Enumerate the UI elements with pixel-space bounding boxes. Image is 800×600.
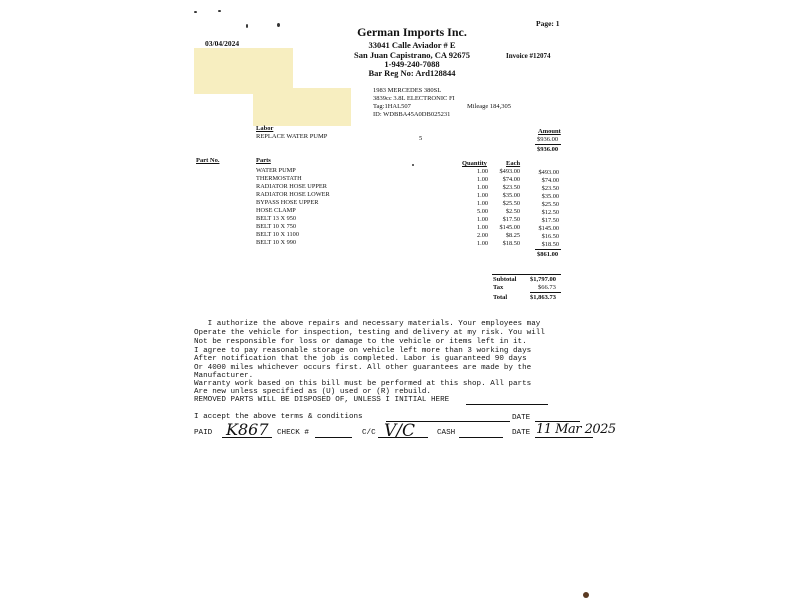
scan-speck xyxy=(218,10,221,12)
parts-total-rule xyxy=(535,249,561,250)
part-each: $74.00 xyxy=(502,176,520,183)
part-name: BELT 10 X 990 xyxy=(256,239,297,246)
part-amount: $25.50 xyxy=(541,201,559,208)
part-qty: 1.00 xyxy=(476,176,488,183)
tax-label: Tax xyxy=(493,284,504,291)
terms-line: Manufacturer. xyxy=(194,372,254,380)
part-each: $18.50 xyxy=(502,240,520,247)
company-name: German Imports Inc. xyxy=(357,25,467,39)
payment-date-label: DATE xyxy=(512,429,531,437)
terms-line: I authorize the above repairs and necessary materials. Your employees may xyxy=(194,320,541,328)
totals-bottom-rule xyxy=(530,292,561,293)
part-each: $2.50 xyxy=(505,208,520,215)
terms-line: Not be responsible for loss or damage to the vehicle or items left in it. xyxy=(194,338,527,346)
company-phone: 1-949-240-7088 xyxy=(384,59,440,69)
part-name: BELT 13 X 950 xyxy=(256,215,297,222)
initial-here-line xyxy=(466,404,548,405)
company-address-line2: San Juan Capistrano, CA 92675 xyxy=(354,50,470,60)
part-each: $8.25 xyxy=(505,232,520,239)
part-qty: 1.00 xyxy=(476,240,488,247)
part-name: HOSE CLAMP xyxy=(256,207,296,214)
part-name: THERMOSTATH xyxy=(256,175,302,182)
part-name: BELT 10 X 1100 xyxy=(256,231,299,238)
paid-handwritten-value: K867 xyxy=(226,420,269,439)
amount-header: Amount xyxy=(538,128,561,135)
terms-line: Are new unless specified as (U) used or (R) rebuild. xyxy=(194,388,431,396)
part-each: $35.00 xyxy=(502,192,520,199)
each-header: Each xyxy=(506,160,521,167)
part-amount: $18.50 xyxy=(541,241,559,248)
part-qty: 1.00 xyxy=(476,168,488,175)
tax-value: $66.73 xyxy=(538,284,556,291)
payment-date-handwritten: 11 Mar 2025 xyxy=(536,422,616,437)
subtotal-label: Subtotal xyxy=(493,276,517,283)
invoice-number: Invoice #12074 xyxy=(506,52,551,60)
scan-speck xyxy=(194,11,197,13)
part-amount: $145.00 xyxy=(538,225,559,232)
vehicle-model: 1983 MERCEDES 380SL xyxy=(373,87,442,94)
part-each: $25.50 xyxy=(502,200,520,207)
paid-line xyxy=(222,437,272,438)
part-no-header: Part No. xyxy=(196,157,220,164)
cc-line xyxy=(378,437,428,438)
part-name: BYPASS HOSE UPPER xyxy=(256,199,319,206)
terms-line: Warranty work based on this bill must be performed at this shop. All parts xyxy=(194,380,532,388)
part-name: RADIATOR HOSE LOWER xyxy=(256,191,330,198)
labor-amount: $936.00 xyxy=(537,136,559,143)
part-name: BELT 10 X 750 xyxy=(256,223,297,230)
cash-line xyxy=(459,437,503,438)
vehicle-tag: Tag:1HAL507 xyxy=(373,103,411,110)
part-qty: 5.00 xyxy=(476,208,488,215)
part-name: RADIATOR HOSE UPPER xyxy=(256,183,327,190)
cc-handwritten-value: V/C xyxy=(384,421,416,441)
part-amount: $74.00 xyxy=(541,177,559,184)
terms-line: REMOVED PARTS WILL BE DISPOSED OF, UNLESS I INITIAL HERE xyxy=(194,396,450,404)
part-name: WATER PUMP xyxy=(256,167,296,174)
invoice-date: 03/04/2024 xyxy=(205,39,240,48)
part-each: $23.50 xyxy=(502,184,520,191)
scan-speck xyxy=(412,164,414,166)
part-qty: 1.00 xyxy=(476,216,488,223)
page-number: Page: 1 xyxy=(536,19,560,28)
check-label: CHECK # xyxy=(277,429,309,437)
paid-label: PAID xyxy=(194,429,213,437)
part-amount: $17.50 xyxy=(541,217,559,224)
vehicle-id: ID: WDBBA45A0DB025231 xyxy=(373,111,451,118)
terms-line: After notification that the job is completed. Labor is guaranteed 90 days xyxy=(194,355,527,363)
terms-line: Or 4000 miles whichever occurs first. All other guarantees are made by the xyxy=(194,364,532,372)
part-qty: 1.00 xyxy=(476,192,488,199)
scan-speck xyxy=(277,23,280,27)
accept-date-label: DATE xyxy=(512,414,531,422)
company-address-line1: 33041 Calle Aviador # E xyxy=(368,40,456,50)
cash-label: CASH xyxy=(437,429,456,437)
bar-reg-number: Bar Reg No: Ard128844 xyxy=(368,68,456,78)
part-amount: $35.00 xyxy=(541,193,559,200)
part-qty: 2.00 xyxy=(476,232,488,239)
terms-line: I agree to pay reasonable storage on vehicle left more than 3 working days xyxy=(194,347,532,355)
labor-description: REPLACE WATER PUMP xyxy=(256,133,328,140)
total-value: $1,863.73 xyxy=(530,294,556,301)
scan-speck xyxy=(246,24,248,28)
totals-top-rule xyxy=(492,274,561,275)
total-label: Total xyxy=(493,294,508,301)
payment-date-line xyxy=(535,437,593,438)
labor-hours: 5 xyxy=(419,135,423,142)
scan-speck xyxy=(583,592,589,598)
part-each: $493.00 xyxy=(499,168,520,175)
vehicle-engine: 3839cc 3.8L ELECTRONIC FI xyxy=(373,95,455,102)
part-amount: $12.50 xyxy=(541,209,559,216)
part-qty: 1.00 xyxy=(476,184,488,191)
part-each: $145.00 xyxy=(499,224,520,231)
labor-header: Labor xyxy=(256,125,274,132)
labor-total: $936.00 xyxy=(537,146,559,153)
part-amount: $23.50 xyxy=(541,185,559,192)
part-amount: $493.00 xyxy=(538,169,559,176)
part-qty: 1.00 xyxy=(476,200,488,207)
part-each: $17.50 xyxy=(502,216,520,223)
terms-line: Operate the vehicle for inspection, testing and delivery at my risk. You will xyxy=(194,329,545,337)
redacted-customer-block-2 xyxy=(253,88,351,126)
parts-header: Parts xyxy=(256,157,271,164)
parts-total: $861.00 xyxy=(537,251,559,258)
part-qty: 1.00 xyxy=(476,224,488,231)
vehicle-mileage: Mileage 184,305 xyxy=(467,103,512,110)
quantity-header: Quantity xyxy=(462,160,487,167)
check-line xyxy=(315,437,352,438)
subtotal-value: $1,797.00 xyxy=(530,276,556,283)
cc-label: C/C xyxy=(362,429,376,437)
accept-terms-text: I accept the above terms & conditions xyxy=(194,413,363,421)
part-amount: $16.50 xyxy=(541,233,559,240)
labor-amount-rule xyxy=(535,144,561,145)
